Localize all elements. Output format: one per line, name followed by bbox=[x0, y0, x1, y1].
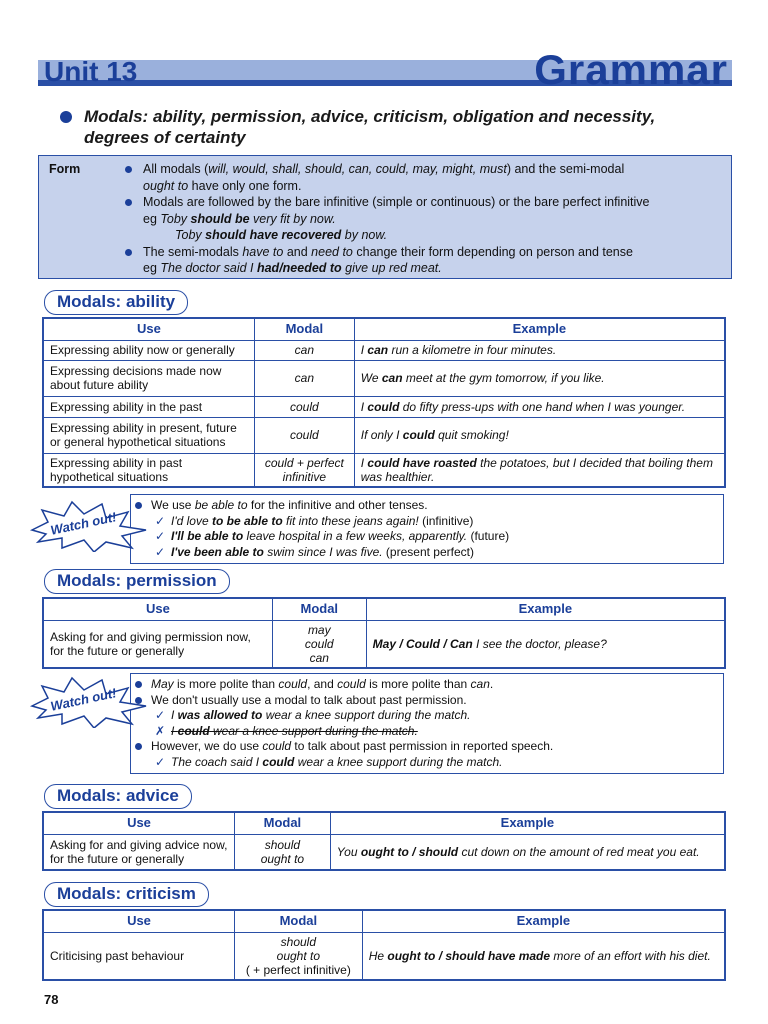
list-item: ✓ I'll be able to leave hospital in a few weeks, apparently. (future) bbox=[155, 529, 510, 543]
column-header-example: Example bbox=[366, 598, 725, 620]
table-header-row bbox=[43, 318, 725, 340]
criticism-section-title: Modals: criticism bbox=[44, 882, 209, 907]
ability-section-title: Modals: ability bbox=[44, 290, 188, 315]
table-row: Expressing ability in present, future or general hypothetical situations could If only I could quit smoking! bbox=[43, 417, 725, 453]
column-header-use: Use bbox=[43, 318, 254, 340]
watch-out-badge: Watch out! bbox=[28, 500, 150, 552]
list-item: ✓ I'd love to be able to fit into these jeans again! (infinitive) bbox=[155, 513, 474, 528]
form-list bbox=[123, 161, 723, 277]
list-item: ✓ I was allowed to wear a knee support during the match. bbox=[155, 708, 471, 722]
table-header-row bbox=[43, 812, 725, 834]
page-title: Modals: ability, permission, advice, criticism, obligation and necessity, degrees of certainty bbox=[60, 106, 720, 148]
column-header-example: Example bbox=[330, 812, 725, 834]
bullet-icon bbox=[125, 166, 132, 173]
permission-table bbox=[42, 597, 726, 669]
table-row: Criticising past behaviour should ought to ( + perfect infinitive) He ought to / should have made more of an effort with his diet. bbox=[43, 932, 725, 980]
bullet-icon bbox=[60, 111, 72, 123]
table-row: Expressing decisions made now about future ability can We can meet at the gym tomorrow, if you like. bbox=[43, 360, 725, 396]
watch-out-badge: Watch out! bbox=[28, 676, 150, 728]
column-header-modal: Modal bbox=[234, 812, 330, 834]
ability-table bbox=[42, 317, 726, 488]
page-number: 78 bbox=[44, 992, 59, 1007]
column-header-use: Use bbox=[43, 910, 234, 932]
advice-table bbox=[42, 811, 726, 871]
cross-icon: ✗ bbox=[155, 723, 166, 738]
form-bullet-1: All modals (will, would, shall, should, can, could, may, might, must) and the semi-modal ought to have only one form. bbox=[123, 161, 723, 194]
bullet-icon bbox=[125, 249, 132, 256]
bullet-icon bbox=[135, 743, 142, 750]
list-item: ✓ I've been able to swim since I was five. (present perfect) bbox=[155, 544, 474, 559]
bullet-icon bbox=[125, 199, 132, 206]
table-row: Expressing ability now or generally can I can run a kilometre in four minutes. bbox=[43, 340, 725, 360]
permission-section-title: Modals: permission bbox=[44, 569, 230, 594]
form-bullet-2: Modals are followed by the bare infinitive (simple or continuous) or the bare perfect infinitive eg Toby should be very fit by now. Toby should have recovered by now. bbox=[123, 194, 723, 244]
table-row: Expressing ability in past hypothetical situations could + perfect infinitive I could have roasted the potatoes, but I decided that boiling them was healthier. bbox=[43, 453, 725, 487]
list-item: However, we do use could to talk about past permission in reported speech. bbox=[151, 739, 713, 755]
table-row: Asking for and giving advice now, for the future or generally should ought to You ought to / should cut down on the amount of red meat you eat. bbox=[43, 834, 725, 870]
column-header-use: Use bbox=[43, 598, 272, 620]
column-header-example: Example bbox=[354, 318, 725, 340]
column-header-modal: Modal bbox=[272, 598, 366, 620]
advice-section-title: Modals: advice bbox=[44, 784, 192, 809]
form-box bbox=[38, 155, 732, 279]
list-item: We use be able to for the infinitive and other tenses. bbox=[151, 498, 713, 514]
unit-label: Unit 13 bbox=[44, 56, 138, 87]
list-item: May is more polite than could, and could is more polite than can. bbox=[151, 677, 713, 693]
tick-icon: ✓ bbox=[155, 754, 166, 769]
list-item: We don't usually use a modal to talk about past permission. bbox=[151, 693, 713, 709]
list-item: ✓ The coach said I could wear a knee support during the match. bbox=[155, 754, 503, 769]
tick-icon: ✓ bbox=[155, 708, 166, 722]
tick-icon: ✓ bbox=[155, 529, 166, 543]
table-row: Asking for and giving permission now, for the future or generally may could can May / Could / Can I see the doctor, please? bbox=[43, 620, 725, 668]
table-header-row bbox=[43, 598, 725, 620]
section-label: Grammar bbox=[534, 46, 728, 93]
column-header-modal: Modal bbox=[254, 318, 354, 340]
column-header-modal: Modal bbox=[234, 910, 362, 932]
column-header-use: Use bbox=[43, 812, 234, 834]
form-bullet-3: The semi-modals have to and need to change their form depending on person and tense eg The doctor said I had/needed to give up red meat. bbox=[123, 244, 723, 277]
form-label: Form bbox=[49, 162, 81, 176]
criticism-table bbox=[42, 909, 726, 981]
column-header-example: Example bbox=[362, 910, 725, 932]
table-header-row bbox=[43, 910, 725, 932]
watch-out-box-ability bbox=[130, 494, 724, 564]
watch-out-box-permission bbox=[130, 673, 724, 774]
table-row: Expressing ability in the past could I could do fifty press-ups with one hand when I was younger. bbox=[43, 396, 725, 417]
list-item: ✗ I could wear a knee support during the match. bbox=[155, 723, 418, 738]
tick-icon: ✓ bbox=[155, 544, 166, 559]
tick-icon: ✓ bbox=[155, 513, 166, 528]
